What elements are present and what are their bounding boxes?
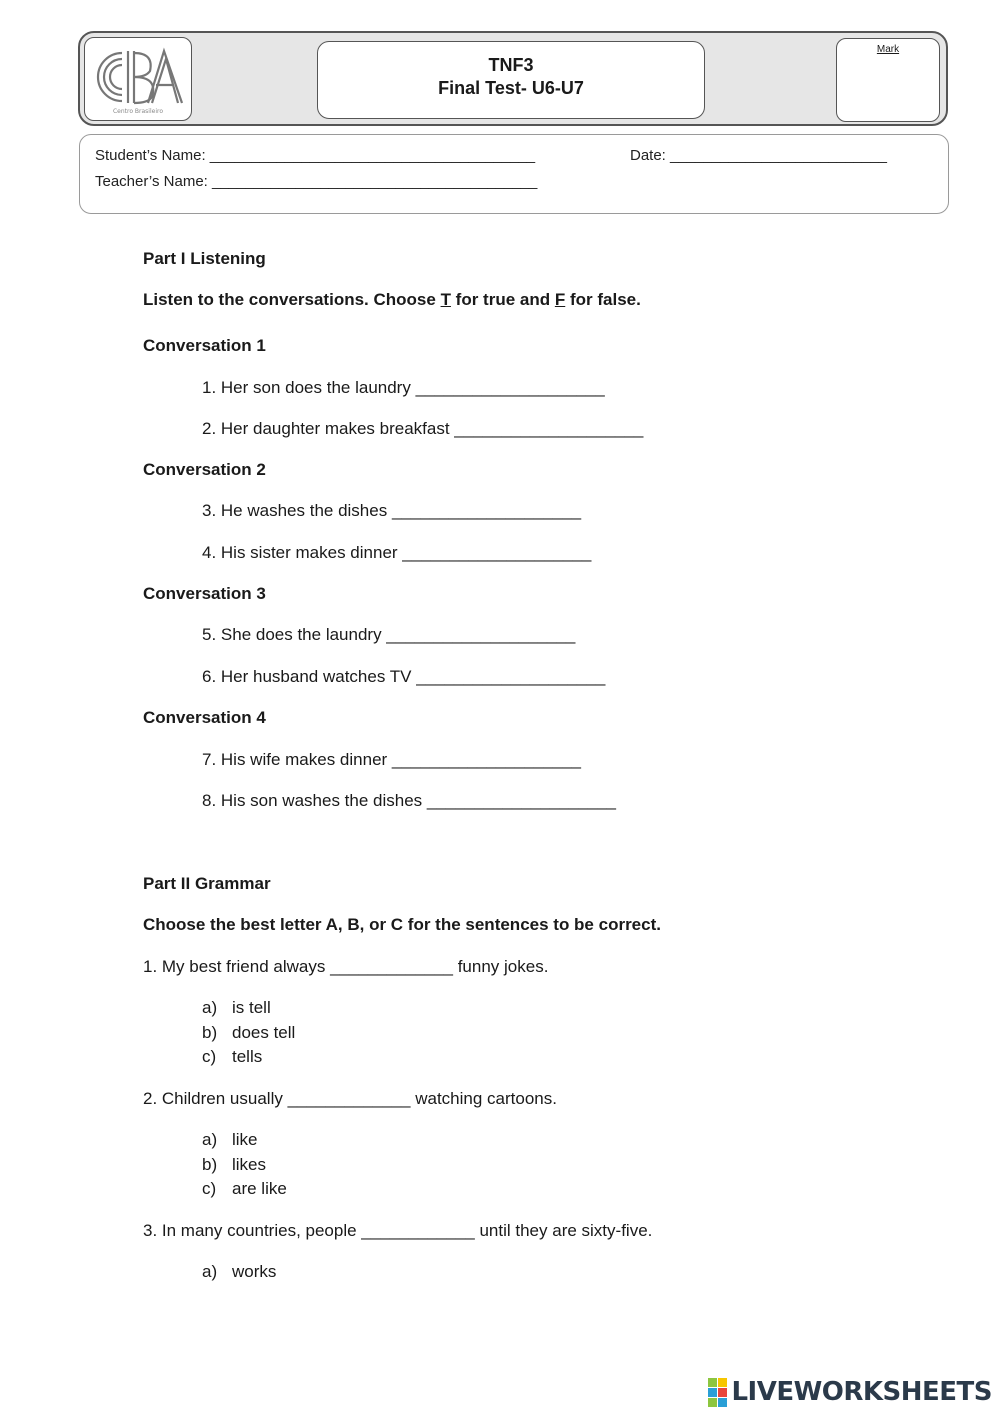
student-name-label: Student’s Name: [95,147,210,164]
part2-instruction: Choose the best letter A, B, or C for the sentences to be correct. [143,915,661,934]
listening-question-7[interactable]: 7. His wife makes dinner ____________________ [202,750,581,769]
false-letter: F [554,290,566,309]
date-field[interactable]: __________________________ [670,147,887,164]
liveworksheets-logo [708,1377,992,1407]
grammar-question-2: 2. Children usually _____________ watching cartoons. [143,1089,557,1108]
true-letter: T [440,290,451,309]
svg-text:Centro Brasileiro: Centro Brasileiro [112,108,164,115]
student-name-field[interactable]: _______________________________________ [209,147,536,164]
grammar-question-3: 3. In many countries, people ____________ until they are sixty-five. [143,1221,653,1240]
conversation-2-heading: Conversation 2 [143,460,266,479]
option-3a[interactable]: a) works [202,1262,277,1281]
liveworksheets-brand: LIVEWORKSHEETS [731,1377,992,1407]
course-code: TNF3 [488,55,534,75]
option-1a[interactable]: a) is tell [202,998,271,1017]
conversation-4-heading: Conversation 4 [143,708,266,727]
school-logo [84,37,192,121]
listening-question-8[interactable]: 8. His son washes the dishes ____________________ [202,791,616,810]
listening-question-6[interactable]: 6. Her husband watches TV ____________________ [202,667,606,686]
listening-question-1[interactable]: 1. Her son does the laundry ____________________ [202,378,605,397]
date-row [630,147,887,164]
test-title-box [317,41,705,119]
listening-question-4[interactable]: 4. His sister makes dinner ____________________ [202,543,592,562]
option-2c[interactable]: c) are like [202,1179,287,1198]
listening-question-3[interactable]: 3. He washes the dishes ____________________ [202,501,582,520]
conversation-3-heading: Conversation 3 [143,584,266,603]
conversation-1-heading: Conversation 1 [143,336,266,355]
cba-logo-icon [88,41,188,117]
part1-instruction: Listen to the conversations. Choose T for true and F for false. [143,290,641,309]
option-1c[interactable]: c) tells [202,1047,263,1066]
listening-question-5[interactable]: 5. She does the laundry ____________________ [202,625,576,644]
part2-heading: Part II Grammar [143,874,271,893]
teacher-name-row [95,173,537,190]
teacher-name-field[interactable]: _______________________________________ [212,173,538,190]
test-title: Final Test- U6-U7 [438,78,584,98]
mark-label: Mark [876,44,900,55]
liveworksheets-icon [708,1378,727,1407]
listening-question-2[interactable]: 2. Her daughter makes breakfast ____________________ [202,419,644,438]
option-2b[interactable]: b) likes [202,1155,267,1174]
option-2a[interactable]: a) like [202,1130,258,1149]
option-1b[interactable]: b) does tell [202,1023,296,1042]
mark-box [836,38,940,122]
date-label: Date: [630,147,671,164]
grammar-question-1: 1. My best friend always _____________ funny jokes. [143,957,549,976]
teacher-name-label: Teacher’s Name: [95,173,212,190]
student-name-row [95,147,535,164]
part1-heading: Part I Listening [143,249,266,268]
